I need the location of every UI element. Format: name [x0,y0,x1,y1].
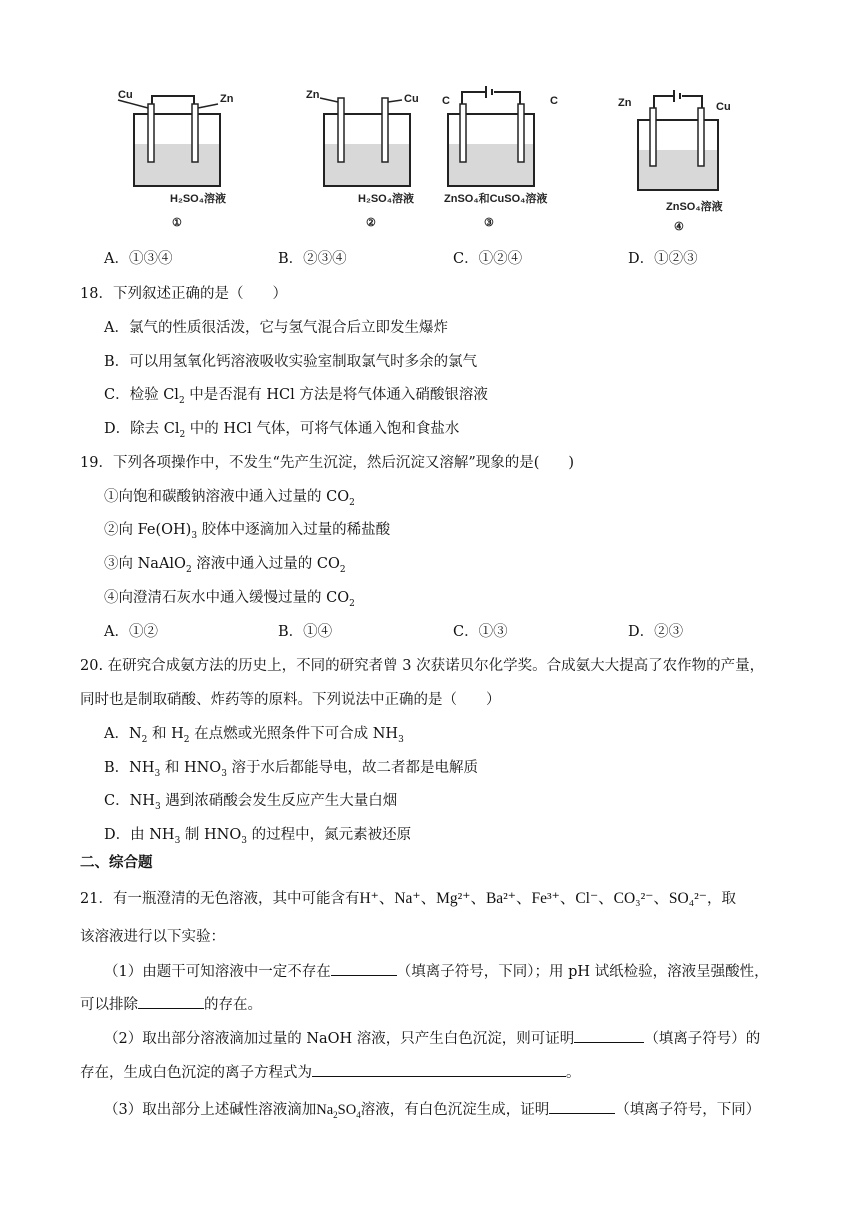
figure-3 [438,84,578,232]
q19-stem: 19．下列各项操作中，不发生“先产生沉淀，然后沉淀又溶解”现象的是( ) [80,455,575,471]
q20-stem-line1: 20. 在研究合成氨方法的历史上，不同的研究者曾 3 次获诺贝尔化学奖。合成氨大大提高了农作物的产量， [80,658,765,674]
answer-blank[interactable] [138,994,204,1009]
answer-blank[interactable] [331,961,397,976]
ion-list: H⁺、Na⁺、Mg²⁺、Ba²⁺、Fe³⁺、Cl⁻、CO₃²⁻、SO₄²⁻ [359,890,707,907]
electrode-label-left: Zn [306,89,320,101]
q20-option-b: B．$NH_3$ 和 $HNO_3$ 溶于水后都能导电，故二者都是电解质 [104,760,479,779]
answer-blank[interactable] [549,1099,615,1114]
electrode-label-left: Cu [118,89,133,101]
q18-option-a: A．氯气的性质很活泼，它与氢气混合后立即发生爆炸 [104,320,448,336]
q21-part1-line2: 可以排除 的存在。 [80,993,262,1014]
q21-part1-line1: （1）由题干可知溶液中一定不存在 （填离子符号，下同）；用 pH 试纸检验，溶液呈强酸性， [104,960,769,981]
figure-2 [302,84,442,232]
q19-item-2: ②向 $Fe(OH)_3$ 胶体中逐滴加入过量的稀盐酸 [104,522,391,541]
q20-option-c: C．$NH_3$ 遇到浓硝酸会发生反应产生大量白烟 [104,793,398,812]
answer-blank[interactable] [574,1028,644,1043]
q18-option-c: C．检验 $Cl_2$ 中是否混有 HCl 方法是将气体通入硝酸银溶液 [104,387,488,406]
q18-stem: 18．下列叙述正确的是（ ） [80,286,287,302]
figure-4 [612,84,752,232]
q19-option-b: B．①④ [278,624,333,640]
electrode-label-right: Zn [220,93,234,105]
q19-option-c: C．①③ [453,624,508,640]
q19-option-a: A．①② [104,624,158,640]
q20-stem-line2: 同时也是制取硝酸、炸药等的原料。下列说法中正确的是（ ） [80,692,501,708]
electrode-label-right: C [550,95,558,107]
q19-item-3: ③向 NaAlO$_2$ 溶液中通入过量的 $CO_2$ [104,556,346,575]
q19-item-4: ④向澄清石灰水中通入缓慢过量的 $CO_2$ [104,590,355,609]
solution-label: ZnSO₄溶液 [666,201,723,213]
q21-part2-line1: （2）取出部分溶液滴加过量的 NaOH 溶液，只产生白色沉淀，则可证明 （填离子符号）的 [104,1027,760,1048]
q17-option-a: A．①③④ [104,251,173,267]
q20-option-a: A．$N_2$ 和 $H_2$ 在点燃或光照条件下可合成 $NH_3$ [104,726,404,745]
q21-part2-line2: 存在，生成白色沉淀的离子方程式为 。 [80,1061,581,1082]
figure-number: ④ [674,221,684,232]
electrode-label-left: C [442,95,450,107]
solution-label: ZnSO₄和CuSO₄溶液 [444,193,548,205]
figure-number: ② [366,217,376,229]
section-heading: 二、综合题 [80,855,153,871]
q21-part3-line1: （3）取出部分上述碱性溶液滴加$Na_2SO_4$溶液，有白色沉淀生成，证明 （填离子符号，下同） [104,1098,760,1120]
figure-1 [112,84,252,232]
electrode-label-left: Zn [618,97,632,109]
figure-number: ① [172,217,182,229]
electrode-label-right: Cu [404,93,419,105]
q17-option-c: C．①②④ [453,251,523,267]
q20-option-d: D．由 $NH_3$ 制 $HNO_3$ 的过程中，氮元素被还原 [104,827,412,846]
answer-blank[interactable] [312,1062,566,1077]
q19-option-d: D．②③ [628,624,684,640]
solution-label: H₂SO₄溶液 [170,193,226,205]
q21-stem-line2: 该溶液进行以下实验： [80,929,225,945]
figure-number: ③ [484,217,494,229]
solution-label: H₂SO₄溶液 [358,193,414,205]
q21-stem-line1: 21．有一瓶澄清的无色溶液，其中可能含有H⁺、Na⁺、Mg²⁺、Ba²⁺、Fe³⁺、Cl⁻、CO₃²⁻、SO₄²⁻，取 [80,890,736,907]
q18-option-d: D．除去 $Cl_2$ 中的 HCl 气体，可将气体通入饱和食盐水 [104,421,460,440]
q17-option-d: D．①②③ [628,251,698,267]
q19-item-1: ①向饱和碳酸钠溶液中通入过量的 $CO_2$ [104,489,355,508]
q17-option-b: B．②③④ [278,251,347,267]
q18-option-b: B．可以用氢氧化钙溶液吸收实验室制取氯气时多余的氯气 [104,354,478,370]
electrode-label-right: Cu [716,101,731,113]
